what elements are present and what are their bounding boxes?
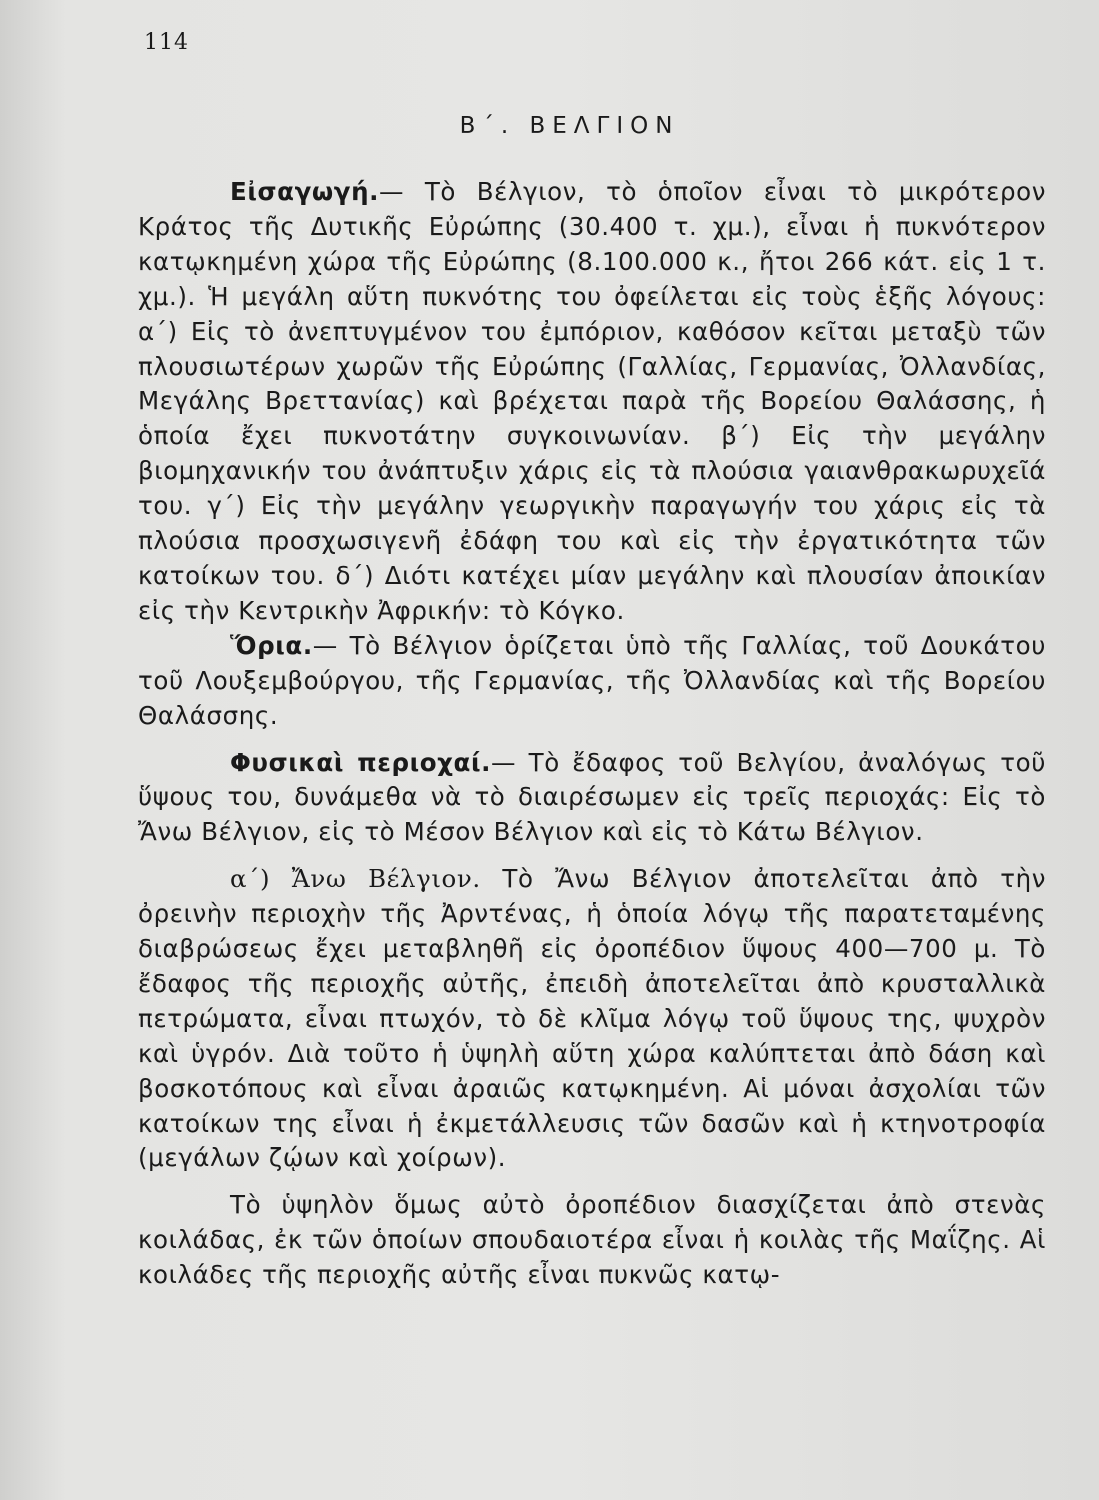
- paragraph-text: Τὸ Ἄνω Βέλγιον ἀποτελεῖται ἀπὸ τὴν ὀρεινὴν περιοχὴν τῆς Ἀρντένας, ἡ ὁποία λόγῳ τῆς παρατεταμένης διαβρώσεως ἔχει μεταβληθῆ εἰς ὀροπέδιον ὕψους 400—700 μ. Τὸ ἔδαφος τῆς περιοχῆς αὐτῆς, ἐπειδὴ ἀποτελεῖται ἀπὸ κρυσταλλικὰ πετρώματα, εἶναι πτωχόν, τὸ δὲ κλῖμα λόγῳ τοῦ ὕψους της, ψυχρὸν καὶ ὑγρόν. Διὰ τοῦτο ἡ ὑψηλὴ αὕτη χώρα καλύπτεται ἀπὸ δάση καὶ βοσκοτόπους καὶ εἶναι ἀραιῶς κατῳκημένη. Αἱ μόναι ἀσχολίαι τῶν κατοίκων της εἶναι ἡ ἐκμετάλλευσις τῶν δασῶν καὶ ἡ κτηνοτροφία (μεγάλων ζῴων καὶ χοίρων).: [138, 864, 1046, 1173]
- paragraph-text: — Τὸ Βέλγιον, τὸ ὁποῖον εἶναι τὸ μικρότερον Κράτος τῆς Δυτικῆς Εὐρώπης (30.400 τ. χμ.), εἶναι ἡ πυκνότερον κατῳκημένη χώρα τῆς Εὐρώπης (8.100.000 κ., ἤτοι 266 κάτ. εἰς 1 τ. χμ.). Ἡ μεγάλη αὕτη πυκνότης του ὀφείλεται εἰς τοὺς ἑξῆς λόγους: α΄) Εἰς τὸ ἀνεπτυγμένον του ἐμπόριον, καθόσον κεῖται μεταξὺ τῶν πλουσιωτέρων χωρῶν τῆς Εὐρώπης (Γαλλίας, Γερμανίας, Ὀλλανδίας, Μεγάλης Βρεττανίας) καὶ βρέχεται παρὰ τῆς Βορείου Θαλάσσης, ἡ ὁποία ἔχει πυκνοτάτην συγκοινωνίαν. β΄) Εἰς τὴν μεγάλην βιομηχανικήν του ἀνάπτυξιν χάρις εἰς τὰ πλούσια γαιανθρακωρυχεῖά του. γ΄) Εἰς τὴν μεγάλην γεωργικὴν παραγωγήν του χάρις εἰς τὰ πλούσια προσχωσιγενῆ ἐδάφη του καὶ εἰς τὴν ἐργατικότητα τῶν κατοίκων του. δ΄) Διότι κατέχει μίαν μεγάλην καὶ πλουσίαν ἀποικίαν εἰς τὴν Κεντρικὴν Ἀφρικήν: τὸ Κόγκο.: [138, 177, 1046, 625]
- paragraph-plateau: [138, 1188, 1046, 1293]
- paragraph-text: — Τὸ Βέλγιον ὁρίζεται ὑπὸ τῆς Γαλλίας, τοῦ Δουκάτου τοῦ Λουξεμβούργου, τῆς Γερμανίας, τῆς Ὀλλανδίας καὶ τῆς Βορείου Θαλάσσης.: [138, 630, 1046, 730]
- paragraph-text: — Τὸ ἔδαφος τοῦ Βελγίου, ἀναλόγως τοῦ ὕψους του, δυνάμεθα νὰ τὸ διαιρέσωμεν εἰς τρεῖς περιοχάς: Εἰς τὸ Ἄνω Βέλγιον, εἰς τὸ Μέσον Βέλγιον καὶ εἰς τὸ Κάτω Βέλγιον.: [138, 747, 1046, 847]
- paragraph-upper-belgium: [138, 862, 1046, 1176]
- page-number: 114: [144, 30, 189, 55]
- heading-introduction: Εἰσαγωγή.: [230, 177, 380, 206]
- paragraph-introduction: [138, 175, 1046, 629]
- heading-physical-regions: Φυσικαὶ περιοχαί.: [230, 747, 492, 777]
- paragraph-borders: [138, 629, 1046, 734]
- paragraph-text: Τὸ ὑψηλὸν ὅμως αὐτὸ ὀροπέδιον διασχίζεται ἀπὸ στενὰς κοιλάδας, ἐκ τῶν ὁποίων σπουδαιοτέρα εἶναι ἡ κοιλὰς τῆς Μαΐζης. Αἱ κοιλάδες τῆς περιοχῆς αὐτῆς εἶναι πυκνῶς κατῳ-: [138, 1190, 1046, 1290]
- heading-borders: Ὅρια.: [230, 630, 313, 660]
- subheading-upper-belgium: α΄) Ἄνω Βέλγιον.: [230, 864, 481, 894]
- body-text: [138, 175, 1046, 1293]
- chapter-title: Β΄. ΒΕΛΓΙΟΝ: [459, 113, 680, 139]
- paragraph-physical-regions: [138, 746, 1046, 851]
